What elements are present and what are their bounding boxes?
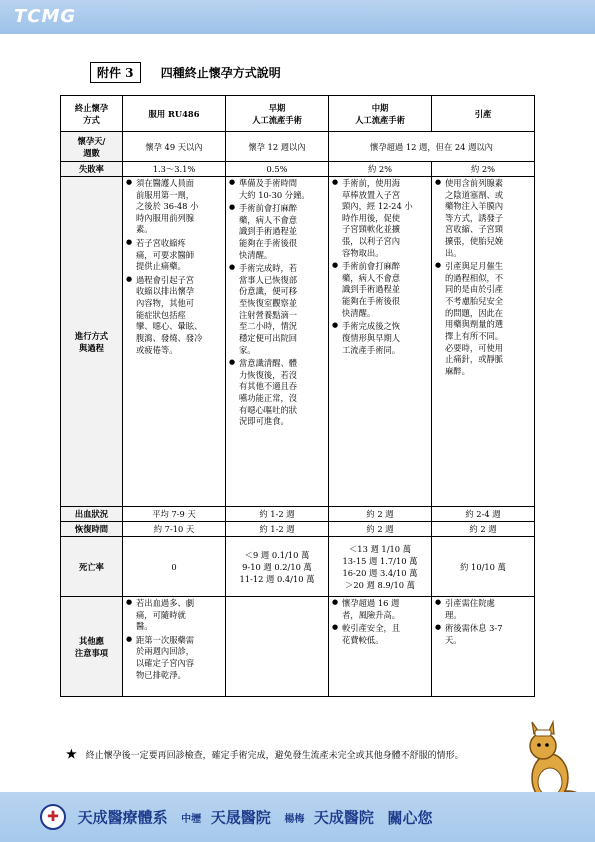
header-row <box>61 96 535 132</box>
bullet-line: 容物取出。 <box>342 247 384 258</box>
bullet-line: 時作用後，促使 <box>342 212 401 223</box>
bullet-line: ● 若子宮收縮疼 <box>136 238 186 249</box>
header-early-surgery: 早期 人工流產手術 <box>226 96 329 132</box>
bullet-item <box>126 598 222 633</box>
recovery-early: 約 1-2 週 <box>226 522 329 537</box>
notes-induction <box>432 597 535 697</box>
bullet-line: 或疲倦等。 <box>136 344 178 355</box>
bullet-line: 腹瀉、發燒、發冷 <box>136 332 203 343</box>
bullet-item <box>229 178 325 201</box>
recovery-row <box>61 522 535 537</box>
bullet-line: 用藥與劑量的選 <box>445 319 504 330</box>
bullet-line: 力恢復後，若沒 <box>239 369 298 380</box>
bleeding-label: 出血狀況 <box>61 507 123 522</box>
location-yangmei: 楊梅 <box>284 813 305 825</box>
bullet-line: ● 距第一次服藥需 <box>136 634 195 645</box>
notes-ru486-list <box>126 598 222 681</box>
bullet-line: 能夠在手術後很 <box>342 296 401 307</box>
group-name: 天成醫療體系 <box>77 808 168 827</box>
bullet-item <box>332 321 428 356</box>
process-induction <box>432 177 535 507</box>
bullet-line: 宮收縮、子宮頸 <box>445 224 504 235</box>
process-mid-list <box>332 178 428 356</box>
bullet-line: 前服用第一劑， <box>136 189 195 200</box>
document-title: 四種終止懷孕方式說明 <box>160 66 281 80</box>
bullet-line: 同的是由於引產 <box>445 284 504 295</box>
bullet-line: 家。 <box>239 344 256 355</box>
bullet-line: 必要時，可使用 <box>445 342 504 353</box>
notes-mid-list <box>332 598 428 646</box>
bullet-line: 張，以利子宮內 <box>342 236 401 247</box>
process-early-list <box>229 178 325 428</box>
bullet-item <box>435 178 531 259</box>
bullet-line: 天。 <box>445 634 462 645</box>
process-early <box>226 177 329 507</box>
header-ru486: 服用 RU486 <box>123 96 226 132</box>
bullet-item <box>332 623 428 646</box>
bleeding-induction: 約 2-4 週 <box>432 507 535 522</box>
bullet-line: 醫。 <box>136 621 153 632</box>
notes-induction-list <box>435 598 531 646</box>
bullet-line: 當事人已恢復部 <box>239 274 298 285</box>
failure-early: 0.5% <box>226 162 329 177</box>
bullet-line: 藥，病人不會意 <box>342 272 401 283</box>
bullet-line: 穩定便可出院回 <box>239 332 298 343</box>
location-zhongli: 中壢 <box>181 813 202 825</box>
bullet-line: 至恢復室觀察並 <box>239 298 298 309</box>
bullet-line: ● 手術前會打麻醉 <box>239 203 298 214</box>
bleeding-ru486: 平均 7-9 天 <box>123 507 226 522</box>
header-induction: 引產 <box>432 96 535 132</box>
failure-ru486: 1.3～3.1% <box>123 162 226 177</box>
gestation-label: 懷孕天/ 週數 <box>61 132 123 162</box>
bullet-line: 之後於 36-48 小 <box>136 201 199 212</box>
bullet-line: ● 術後需休息 3-7 <box>445 623 503 634</box>
failure-induction: 約 2% <box>432 162 535 177</box>
bullet-line: ● 若出血過多、劇 <box>136 598 195 608</box>
bullet-line: 的問題，因此在 <box>445 307 504 318</box>
failure-label: 失敗率 <box>61 162 123 177</box>
bullet-line: 藥，病人不會意 <box>239 214 298 225</box>
bullet-item <box>126 635 222 681</box>
bullet-item <box>332 178 428 259</box>
bullet-line: 不考慮胎兒安全 <box>445 296 504 307</box>
gestation-ru486: 懷孕 49 天以內 <box>123 132 226 162</box>
bullet-line: 況即可進食。 <box>239 416 289 427</box>
notes-label: 其他應 注意事項 <box>61 597 123 697</box>
header-category: 終止懷孕 方式 <box>61 96 123 132</box>
bullet-item <box>229 358 325 428</box>
bullet-line: ● 手術前，使用海 <box>342 178 401 188</box>
bullet-line: 快清醒。 <box>342 307 376 318</box>
bullet-item <box>435 623 531 646</box>
header-mid-surgery: 中期 人工流產手術 <box>329 96 432 132</box>
bullet-line: 能夠在手術後很 <box>239 238 298 249</box>
notes-ru486 <box>123 597 226 697</box>
bullet-line: 識到手術過程並 <box>342 284 401 295</box>
bullet-line: ● 準備及手術時間 <box>239 178 298 188</box>
bullet-line: 有其他不適且吞 <box>239 381 298 392</box>
bullet-line: 草棒放置入子宮 <box>342 189 401 200</box>
bullet-line: 痛，可隨時就 <box>136 609 186 620</box>
bullet-line: 大約 10-30 分鐘。 <box>239 189 310 200</box>
bullet-item <box>126 238 222 273</box>
bullet-line: 內容物，其他可 <box>136 298 195 309</box>
process-ru486-list <box>126 178 222 356</box>
bullet-item <box>435 598 531 621</box>
bullet-line: 出。 <box>445 247 462 258</box>
bullet-line: 有噁心嘔吐的狀 <box>239 404 298 415</box>
gestation-row <box>61 132 535 162</box>
process-row <box>61 177 535 507</box>
bullet-line: 止痛針，或靜脈 <box>445 354 504 365</box>
bullet-item <box>126 275 222 356</box>
process-label: 進行方式 與過程 <box>61 177 123 507</box>
bullet-line: 份意識，便可移 <box>239 286 298 297</box>
recovery-induction: 約 2 週 <box>432 522 535 537</box>
bullet-line: 的過程相似，不 <box>445 272 504 283</box>
process-ru486 <box>123 177 226 507</box>
bullet-line: 物已排乾淨。 <box>136 669 186 680</box>
bullet-line: 工流產手術同。 <box>342 344 401 355</box>
bullet-line: 理。 <box>445 609 462 620</box>
recovery-ru486: 約 7-10 天 <box>123 522 226 537</box>
bullet-line: 攣、噁心、暈眩、 <box>136 321 203 332</box>
bullet-item <box>229 263 325 356</box>
hospital-footer <box>40 804 433 830</box>
bullet-line: 識到手術過程並 <box>239 226 298 237</box>
bullet-line: 復情形與早期人 <box>342 332 401 343</box>
bullet-line: ● 使用含前列腺素 <box>445 178 504 188</box>
bullet-line: 藥物注入羊膜內 <box>445 201 504 212</box>
bullet-line: 注射營養點滴一 <box>239 309 298 320</box>
bleeding-mid: 約 2 週 <box>329 507 432 522</box>
bullet-line: 子宮頸軟化並擴 <box>342 224 401 235</box>
bullet-line: ● 手術前會打麻醉 <box>342 261 401 272</box>
bullet-line: 之陰道塞劑、或 <box>445 189 504 200</box>
gestation-early: 懷孕 12 週以內 <box>226 132 329 162</box>
bullet-item <box>229 203 325 261</box>
mortality-early: ＜9 週 0.1/10 萬 9-10 週 0.2/10 萬 11-12 週 0.4/10 萬 <box>226 537 329 597</box>
bullet-line: 等方式，誘發子 <box>445 212 504 223</box>
bullet-line: 至二小時，情況 <box>239 321 298 332</box>
bullet-line: 痛，可要求醫師 <box>136 249 195 260</box>
bullet-line: 擇上有所不同。 <box>445 330 504 341</box>
bullet-line: 擴張，使胎兒娩 <box>445 236 504 247</box>
bullet-line: ● 引產需住院處 <box>445 598 495 608</box>
bullet-line: 麻醉。 <box>445 365 470 376</box>
bullet-line: 者，風險升高。 <box>342 609 401 620</box>
hospital-cross-icon: ✚ <box>40 804 66 830</box>
bullet-line: ● 須在醫護人員面 <box>136 178 195 188</box>
bullet-line: ● 當意識清醒、體 <box>239 358 298 369</box>
bullet-item <box>332 261 428 319</box>
bullet-item <box>126 178 222 236</box>
mortality-mid: ＜13 週 1/10 萬 13-15 週 1.7/10 萬 16-20 週 3.4/10 萬 ＞20 週 8.9/10 萬 <box>329 537 432 597</box>
mortality-ru486: 0 <box>123 537 226 597</box>
bullet-line: 花費較低。 <box>342 634 384 645</box>
failure-mid: 約 2% <box>329 162 432 177</box>
gestation-mid-induction: 懷孕超過 12 週，但在 24 週以內 <box>329 132 535 162</box>
notes-early <box>226 597 329 697</box>
failure-row <box>61 162 535 177</box>
bullet-line: 能症狀包括痙 <box>136 309 186 320</box>
bullet-line: ● 較引產安全，且 <box>342 623 401 634</box>
bleeding-row <box>61 507 535 522</box>
bullet-line: 提供止痛藥。 <box>136 261 186 272</box>
bullet-line: 時內服用前列腺 <box>136 212 195 223</box>
notes-row <box>61 597 535 697</box>
abortion-methods-table <box>60 95 535 697</box>
hospital-tiansheng: 天晟醫院 <box>210 808 271 827</box>
bullet-line: 收縮以排出懷孕 <box>136 286 195 297</box>
bullet-line: 嚥功能正常，沒 <box>239 392 298 403</box>
process-induction-list <box>435 178 531 377</box>
bullet-item <box>435 261 531 377</box>
bullet-line: 以確定子宮內容 <box>136 658 195 669</box>
bullet-line: ● 過程會引起子宮 <box>136 274 195 285</box>
document-heading <box>90 62 281 83</box>
header-band <box>0 0 595 34</box>
hospital-tiancheng: 天成醫院 <box>313 808 374 827</box>
footnote-text: 終止懷孕後一定要再回診檢查，確定手術完成，避免發生流產未完全或其他身體不舒服的情形。 <box>85 751 464 761</box>
bleeding-early: 約 1-2 週 <box>226 507 329 522</box>
mortality-induction: 約 10/10 萬 <box>432 537 535 597</box>
attachment-tag: 附件 3 <box>90 62 141 83</box>
mortality-row <box>61 537 535 597</box>
bullet-line: ● 手術完成時，若 <box>239 263 298 274</box>
brand-logo: TCMG <box>14 6 77 27</box>
bullet-line: 快清醒。 <box>239 249 273 260</box>
recovery-label: 恢復時間 <box>61 522 123 537</box>
bullet-line: ● 引產與足月催生 <box>445 261 504 272</box>
bullet-line: 於兩週內回診， <box>136 646 195 657</box>
star-icon: ★ <box>66 747 77 761</box>
bullet-line: 素。 <box>136 224 153 235</box>
process-mid <box>329 177 432 507</box>
bullet-line: 頸內，經 12-24 小 <box>342 201 413 212</box>
mortality-label: 死亡率 <box>61 537 123 597</box>
bullet-item <box>332 598 428 621</box>
footer-slogan: 關心您 <box>387 808 433 827</box>
recovery-mid: 約 2 週 <box>329 522 432 537</box>
bullet-line: ● 手術完成後之恢 <box>342 321 401 332</box>
footnote <box>66 745 536 764</box>
notes-mid <box>329 597 432 697</box>
bullet-line: ● 懷孕超過 16 週 <box>342 598 400 608</box>
